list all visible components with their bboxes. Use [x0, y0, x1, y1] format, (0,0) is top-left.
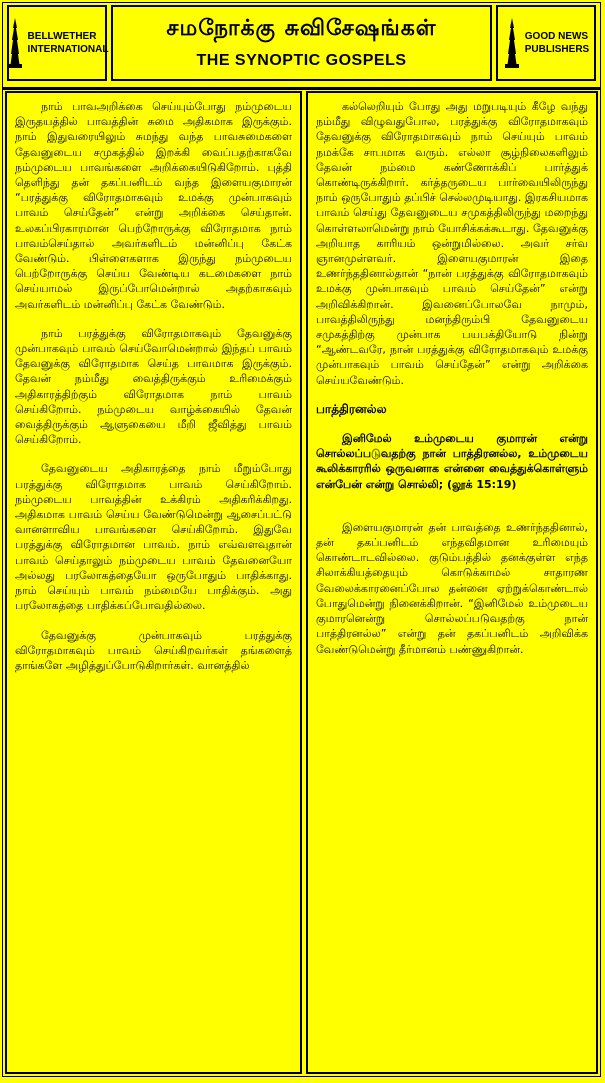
- paragraph: தேவனுக்கு முன்பாகவும் பரத்துக்கு விரோதமாகவும் பாவம் செய்கிறவர்கள் தங்களைத் தாங்களே அழித்துப்போடுகிறார்கள். வானத்தில்: [15, 628, 292, 672]
- good-news-line2: PUBLISHERS: [524, 44, 590, 55]
- paragraph: கல்லெறியும் போது அது மறுபடியும் கீழே வந்து நம்மீது விழுவதுபோல, பரத்துக்கு விரோதமாகவும் தேவனுக்கு விரோதமாகவும் நாம் செய்யும் பாவம் நமக்கே சாபமாக வரும். எல்லா சூழ்நிலைகளிலும் தேவன் நம்மை கண்ணோக்கிப் பார்த்துக் கொண்டிருக்கிறார். கர்த்தருடைய பார்வையிலிருந்து நாம் ஒருபோதும் தப்பிச் செல்லமுடியாது. இரகசியமாக பாவம் செய்து தேவனுடைய சமுகத்திலிருந்து மறைந்து கொள்ளலாமென்று நாம் யோசிக்கக்கூடாது. தேவனுக்கு அறியாத காரியம் ஒன்றுமில்லை. அவர் சர்வ ஞானமுள்ளவர். இளையகுமாரன் இதை உணர்ந்ததினால்தான் “நான் பரத்துக்கு விரோதமாகவும் உமக்கு முன்பாகவும் பாவம் செய்தேன்” என்று அறிவிக்கிறான். இவனைப்போலவே நாமும், பாவத்திலிருந்து மனந்திரும்பி தேவனுடைய சமுகத்திற்கு முன்பாக பயபக்தியோடு நின்று “ஆண்டவரே, நான் பரத்துக்கு விரோதமாகவும் உமக்கு முன்பாகவும் பாவம் செய்தேன்” என்று அறிக்கை செய்யவேண்டும்.: [316, 100, 588, 387]
- page: [2, 2, 601, 1077]
- title-box: [111, 5, 492, 81]
- paragraph: நாம் பாவஅறிக்கை செய்யும்போது நம்முடைய இருதயத்தில் பாவத்தின் சுமை அதிகமாக இருக்கும். நாம் இதுவரையிலும் சுமந்து வந்த பாவசுமைகளை தேவனுடைய சமுகத்தில் இறக்கி வைப்பதற்காகவே நம்முடைய பாவங்களை அறிக்கையிடுகிறோம். புத்தி தெளிந்து தன் தகப்பனிடம் வந்த இளையகுமாரன் “பரத்துக்கு விரோதமாகவும் உமக்கு முன்பாகவும் பாவம் செய்தேன்” என்று அறிக்கை செய்தான். உலகப்பிரகாரமான பெற்றோருக்கு விரோதமாக நாம் பாவம்செய்தால் அவர்களிடம் மன்னிப்பு கேட்க வேண்டும். பிள்ளைகளாக இருந்து நம்முடைய பெற்றோருக்கு செய்ய வேண்டிய கடமைகளை நாம் செய்யாமல் இருப்போமென்றால் அதற்காகவும் அவர்களிடம் மன்னிப்பு கேட்க வேண்டும்.: [15, 100, 292, 311]
- paragraph: தேவனுடைய அதிகாரத்தை நாம் மீறும்போது பரத்துக்கு விரோதமாக பாவம் செய்கிறோம். நம்முடைய பாவத்தின் உக்கிரம் அதிகரிக்கிறது. அதிகமாக பாவம் செய்ய வேண்டுமென்று ஆசைப்பட்டு வானளாவிய பாவங்களை செய்கிறோம். இதுவே பரத்துக்கு விரோதமான பாவம். நாம் எவ்வளவுதான் பாவம் செய்தாலும் நம்முடைய பாவம் தேவனையோ அல்லது பரலோகத்தையோ ஒருபோதும் பாதிக்காது. நாம் செய்யும் பாவம் நம்மையே பாதிக்கும். அது பரலோகத்தை பாதிக்கப்போவதில்லை.: [15, 462, 292, 613]
- header-divider: [3, 87, 600, 90]
- page-title-tamil: சமநோக்கு சுவிசேஷங்கள்: [166, 16, 437, 41]
- verse-quote: இனிமேல் உம்முடைய குமாரன் என்று சொல்லப்படுவதற்கு நான் பாத்திரனல்ல, உம்முடைய கூலிக்காரரில் ஒருவனாக என்னை வைத்துக்கொள்ளும் என்பேன் என்று சொல்லி; (லூக் 15:19): [316, 432, 588, 491]
- tower-icon: [503, 18, 521, 68]
- paragraph: நாம் பரத்துக்கு விரோதமாகவும் தேவனுக்கு முன்பாகவும் பாவம் செய்வோமென்றால் இந்தப் பாவம் தேவனுக்கு விரோதமாக செய்த பாவமாக இருக்கும். தேவன் நம்மீது வைத்திருக்கும் உரிமைக்கும் அதிகாரத்திற்கும் விரோதமாக நாம் பாவம் செய்கிறோம். நம்முடைய வாழ்க்கையில் தேவன் வைத்திருக்கும் ஆளுகையை மீறி ஜீவித்து பாவம் செய்கிறோம்.: [15, 326, 292, 447]
- section-title: பாத்திரனல்ல: [316, 401, 387, 416]
- right-column: [306, 91, 598, 1074]
- paragraph: இளையகுமாரன் தன் பாவத்தை உணர்ந்ததினால், தன் தகப்பனிடம் எந்தவிதமான உரிமையும் கொண்டாடவில்லை. குடும்பத்தில் தனக்குள்ள எந்த சிலாக்கியத்தையும் கொடுக்காமல் சாதாரண வேலைக்காரனைப்போல தன்னை ஏற்றுக்கொண்டால் போதுமென்று நினைக்கிறான். “இனிமேல் உம்முடைய குமாரனென்று சொல்லப்படுவதற்கு நான் பாத்திரனல்ல” என்று தன் தகப்பனிடம் அறிவிக்க வேண்டுமென்று தீர்மானம் பண்ணுகிறான்.: [316, 520, 588, 656]
- bellwether-line1: BELLWETHER: [27, 31, 97, 42]
- bellwether-line2: INTERNATIONAL: [27, 44, 109, 55]
- good-news-line1: GOOD NEWS: [524, 31, 589, 42]
- left-column: [5, 91, 302, 1074]
- tower-icon: [6, 18, 24, 68]
- good-news-logo: [496, 5, 596, 81]
- page-title-english: THE SYNOPTIC GOSPELS: [196, 52, 407, 69]
- header: [3, 3, 600, 83]
- bellwether-logo: [7, 5, 107, 81]
